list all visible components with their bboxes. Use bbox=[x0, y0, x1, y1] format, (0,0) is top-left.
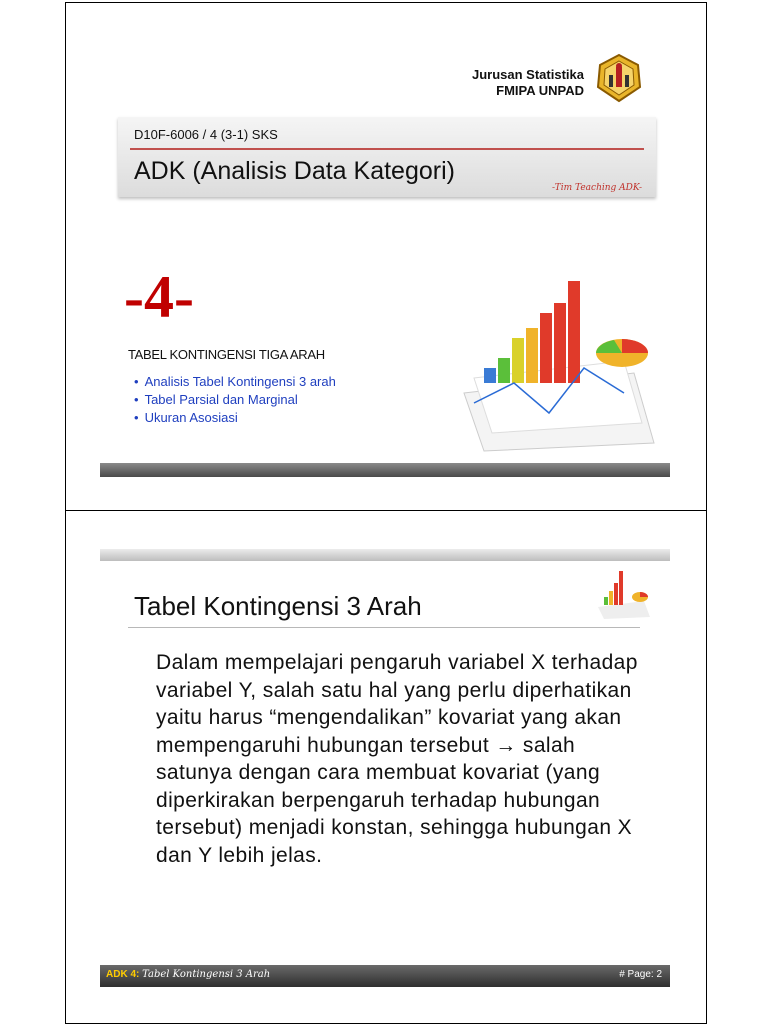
topic-title: TABEL KONTINGENSI TIGA ARAH bbox=[128, 347, 325, 362]
topic-item: • Tabel Parsial dan Marginal bbox=[134, 391, 336, 409]
topic-item: • Analisis Tabel Kontingensi 3 arah bbox=[134, 373, 336, 391]
chapter-number: -4- bbox=[124, 264, 194, 330]
title-rule bbox=[128, 627, 640, 628]
bar-chart-illustration-icon bbox=[454, 273, 664, 453]
bar-chart-thumbnail-icon bbox=[596, 567, 652, 619]
slide-1 bbox=[65, 2, 707, 512]
footer-tag: ADK 4: bbox=[106, 969, 140, 980]
topic-item: • Ukuran Asosiasi bbox=[134, 409, 336, 427]
teaching-team: -Tim Teaching ADK- bbox=[552, 183, 642, 193]
slide-top-bar bbox=[100, 549, 670, 561]
course-title: ADK (Analisis Data Kategori) bbox=[134, 157, 455, 185]
slide-body-text: Dalam mempelajari pengaruh variabel X terhadap variabel Y, salah satu hal yang perlu diperhatikan yaitu harus “mengendalikan” kovariat yang akan mempengaruhi hubungan tersebut → salah satunya dengan cara membuat kovariat (yang diperkirakan berpengaruh terhadap hubungan tersebut) menjadi konstan, sehingga hubungan X dan Y lebih jelas. bbox=[156, 651, 638, 867]
slide-2 bbox=[65, 510, 707, 1024]
course-title-band bbox=[118, 117, 656, 197]
department-logo-text bbox=[472, 67, 584, 99]
course-code: D10F-6006 / 4 (3-1) SKS bbox=[134, 127, 278, 142]
footer-label bbox=[106, 969, 270, 980]
title-divider bbox=[130, 148, 644, 150]
slide-bottom-bar bbox=[100, 463, 670, 477]
slide-footer bbox=[100, 965, 670, 987]
department-name: Jurusan Statistika bbox=[472, 67, 584, 82]
slide-title: Tabel Kontingensi 3 Arah bbox=[134, 591, 422, 621]
university-seal-icon bbox=[594, 53, 644, 103]
faculty-name: FMIPA UNPAD bbox=[496, 83, 584, 98]
page-number: # Page: 2 bbox=[619, 969, 662, 980]
topic-list bbox=[134, 373, 336, 427]
footer-subtitle: Tabel Kontingensi 3 Arah bbox=[142, 969, 271, 980]
